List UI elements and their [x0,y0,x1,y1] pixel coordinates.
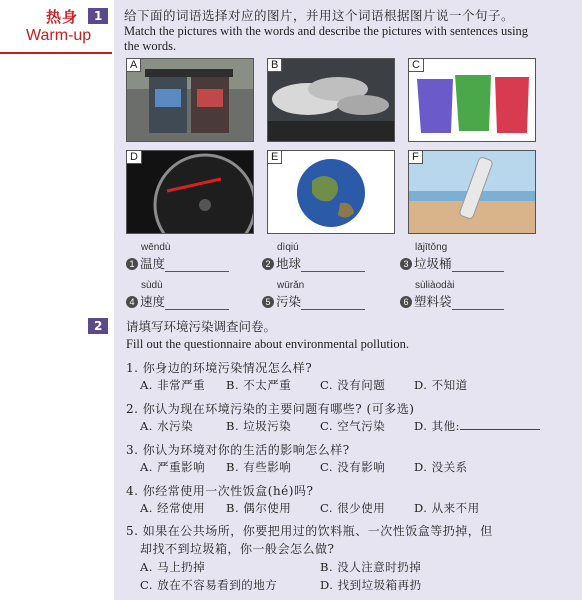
word-hanzi: 地球 [276,256,302,271]
question-5: 5. 如果在公共场所，你要把用过的饮料瓶、一次性饭盒等扔掉，但 [126,524,493,538]
option[interactable]: B. 有些影响 [226,460,292,474]
warmup-title-en: Warm-up [26,27,92,44]
option[interactable]: C. 很少使用 [320,501,386,515]
word-number: 1 [126,258,138,270]
option[interactable]: B. 偶尔使用 [226,501,292,515]
trash-bins-image [127,59,253,141]
warmup-divider [0,52,112,54]
option[interactable]: C. 没有问题 [320,378,386,392]
earth-image [268,151,394,233]
picture-letter: D [127,151,142,164]
word-item [126,242,246,272]
sidebar [0,0,114,600]
speedometer-image [127,151,253,233]
smoke-pollution-image [268,59,394,141]
other-fill-blank[interactable] [460,419,540,430]
option[interactable]: A. 严重影响 [140,460,206,474]
picture-letter: B [268,59,282,72]
option[interactable]: C. 没有影响 [320,460,386,474]
word-pinyin: sùdù [141,280,163,291]
option[interactable]: C. 空气污染 [320,419,386,433]
warmup-title-cn: 热身 [46,8,79,26]
word-hanzi: 塑料袋 [414,294,452,309]
word-number: 5 [262,296,274,308]
option-label: D. 其他: [414,419,460,433]
instruction-en: Match the pictures with the words and describe the pictures with sentences using the words. [124,24,529,53]
word-pinyin: wēndù [141,242,171,253]
word-number: 2 [262,258,274,270]
option[interactable]: B. 不太严重 [226,378,292,392]
word-item [400,280,520,310]
option[interactable]: D. 找到垃圾箱再扔 [320,578,422,592]
question-3: 3. 你认为环境对你的生活的影响怎么样? [126,443,350,457]
picture-b [267,58,395,142]
picture-letter: F [409,151,423,164]
picture-letter: C [409,59,424,72]
question-5-continued: 却找不到垃圾箱，你一般会怎么做? [140,542,335,556]
instruction-cn: 给下面的词语选择对应的图片，并用这个词语根据图片说一个句子。 [124,8,515,23]
option[interactable]: D. 从来不用 [414,501,480,515]
option[interactable]: B. 垃圾污染 [226,419,292,433]
word-pinyin: lājītǒng [415,242,448,253]
word-number: 3 [400,258,412,270]
word-item [126,280,246,310]
picture-d [126,150,254,234]
picture-a [126,58,254,142]
word-number: 4 [126,296,138,308]
word-hanzi: 污染 [276,294,302,309]
word-pinyin: sùliàodài [415,280,455,291]
word-number: 6 [400,296,412,308]
section-2-title-cn: 请填写环境污染调查问卷。 [126,319,277,334]
option[interactable]: A. 马上扔掉 [140,560,206,574]
option[interactable]: A. 水污染 [140,419,194,433]
answer-blank[interactable] [452,260,504,272]
answer-blank[interactable] [301,298,365,310]
answer-blank[interactable] [301,260,365,272]
picture-letter: A [127,59,141,72]
option[interactable]: B. 没人注意时扔掉 [320,560,422,574]
option[interactable]: A. 经常使用 [140,501,206,515]
option-other[interactable] [414,418,540,434]
word-hanzi: 垃圾桶 [414,256,452,271]
answer-blank[interactable] [452,298,504,310]
word-hanzi: 温度 [140,256,166,271]
word-item [400,242,520,272]
word-item [262,280,382,310]
word-pinyin: dìqiú [277,242,299,253]
answer-blank[interactable] [165,298,229,310]
question-4: 4. 你经常使用一次性饭盒(hé)吗? [126,484,314,498]
answer-blank[interactable] [165,260,229,272]
section-2-badge: 2 [88,318,108,334]
picture-c [408,58,536,142]
section-1-badge: 1 [88,8,108,24]
thermometer-beach-image [409,151,535,233]
question-1: 1. 你身边的环境污染情况怎么样? [126,361,313,375]
option[interactable]: D. 不知道 [414,378,468,392]
word-hanzi: 速度 [140,294,166,309]
section-2-title-en: Fill out the questionnaire about environmental pollution. [126,337,409,351]
option[interactable]: D. 没关系 [414,460,468,474]
option[interactable]: C. 放在不容易看到的地方 [140,578,278,592]
picture-letter: E [268,151,282,164]
picture-e [267,150,395,234]
plastic-bags-image [409,59,535,141]
question-2: 2. 你认为现在环境污染的主要问题有哪些? (可多选) [126,402,415,416]
picture-f [408,150,536,234]
word-item [262,242,382,272]
option[interactable]: A. 非常严重 [140,378,206,392]
word-pinyin: wūrǎn [277,280,305,291]
